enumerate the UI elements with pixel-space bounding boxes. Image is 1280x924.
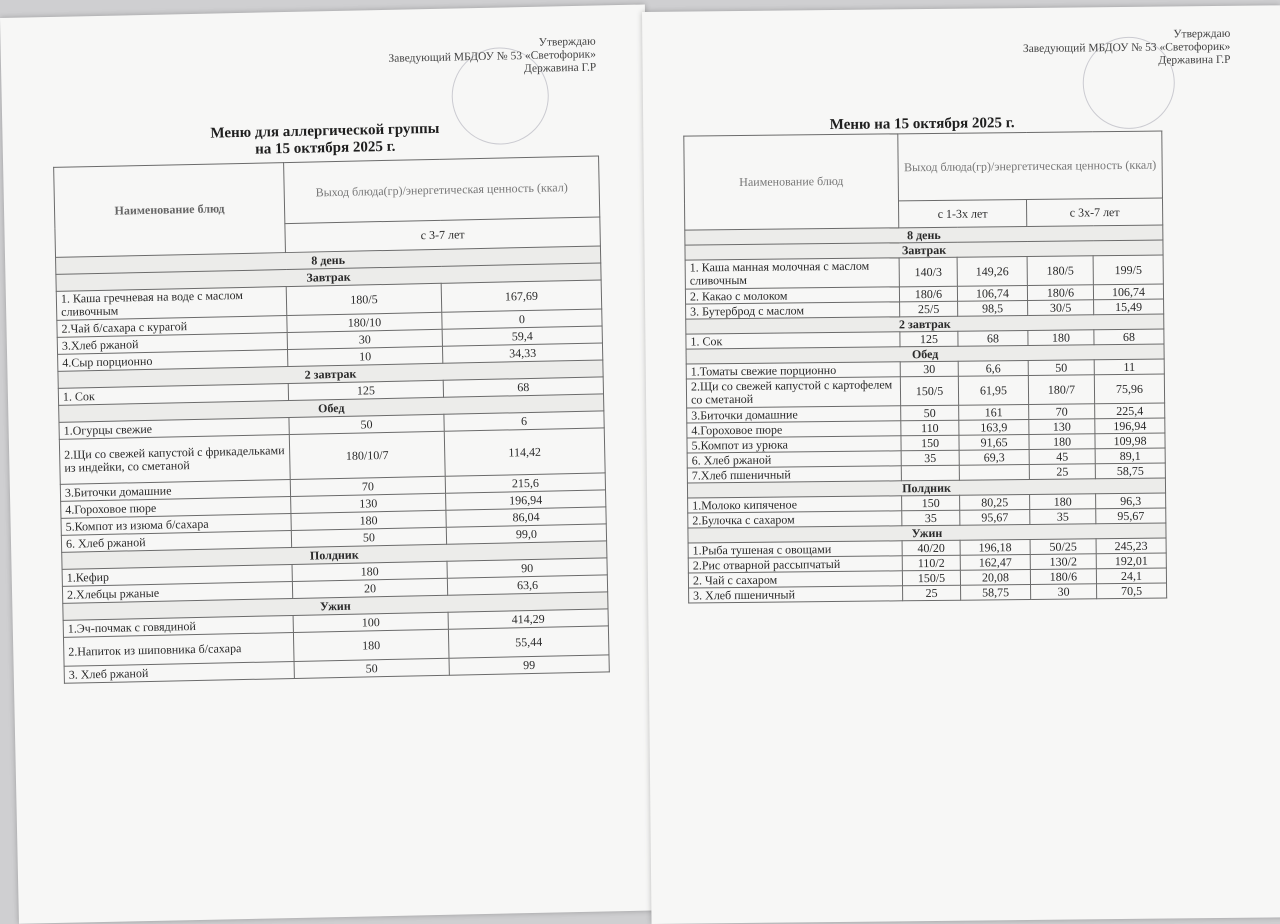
approval-line-1: Утверждаю [1173, 27, 1231, 41]
dish-kcal-1-3: 61,95 [958, 375, 1028, 405]
column-header-output: Выход блюда(гр)/энергетическая ценность (ккал) [284, 156, 600, 224]
dish-kcal-1-3: 98,5 [958, 300, 1028, 316]
dish-output-3-7: 30/5 [1028, 300, 1094, 316]
dish-kcal: 114,42 [444, 428, 605, 476]
dish-kcal-3-7: 58,75 [1095, 463, 1165, 479]
dish-output-1-3: 125 [900, 331, 958, 347]
dish-output-1-3: 180/6 [899, 286, 957, 302]
dish-output-1-3: 150 [902, 495, 960, 511]
dish-kcal-1-3 [959, 464, 1029, 480]
approval-line-1: Утверждаю [538, 35, 596, 49]
dish-output-3-7: 130/2 [1030, 554, 1096, 570]
dish-name: 5.Компот из изюма б/сахара [61, 514, 291, 536]
age-group-1-label: с 1-3х лет [898, 199, 1026, 227]
approval-line-2: Заведующий МБДОУ № 53 «Светофорик» [388, 48, 597, 65]
approval-block [1023, 28, 1231, 69]
dish-kcal-3-7: 15,49 [1094, 299, 1164, 315]
dish-name: 1.Молоко кипяченое [688, 496, 902, 513]
dish-output-3-7: 180/6 [1027, 285, 1093, 301]
dish-output-1-3: 110 [901, 420, 959, 436]
dish-output-1-3: 50 [901, 405, 959, 421]
dish-kcal-3-7: 24,1 [1096, 568, 1166, 584]
dish-kcal-1-3: 196,18 [960, 539, 1030, 555]
dish-output: 50 [289, 414, 444, 434]
meal-section-title: 2 завтрак [686, 314, 1164, 334]
dish-kcal-3-7: 70,5 [1097, 583, 1167, 599]
dish-name: 2.Напиток из шиповника б/сахара [63, 632, 294, 666]
dish-output: 100 [293, 612, 448, 632]
dish-output-1-3: 35 [901, 450, 959, 466]
dish-name: 2.Щи со свежей капустой с картофелем со сметаной [686, 377, 900, 408]
dish-name: 6. Хлеб ржаной [61, 531, 291, 553]
dish-kcal-3-7: 89,1 [1095, 448, 1165, 464]
approval-line-3: Державина Г.Р [1158, 53, 1231, 67]
dish-kcal-1-3: 149,26 [957, 256, 1027, 286]
dish-output-3-7: 180 [1028, 330, 1094, 346]
page-title [52, 118, 598, 163]
dish-name: 3.Хлеб ржаной [57, 333, 287, 355]
meal-section-title: Ужин [63, 592, 608, 620]
dish-name: 3. Бутерброд с маслом [686, 302, 900, 319]
dish-name: 1. Каша гречневая на воде с маслом сливочным [56, 287, 287, 321]
dish-kcal-1-3: 162,47 [960, 554, 1030, 570]
day-label: 8 день [685, 225, 1163, 245]
dish-name: 3.Биточки домашние [60, 480, 290, 502]
dish-output-1-3: 25/5 [900, 301, 958, 317]
dish-kcal-3-7: 225,4 [1095, 403, 1165, 419]
dish-output-3-7: 180/5 [1027, 256, 1093, 286]
dish-kcal-1-3: 95,67 [960, 509, 1030, 525]
header-row [54, 156, 600, 228]
dish-output-1-3: 40/20 [902, 540, 960, 556]
dish-output: 50 [291, 527, 446, 547]
column-header-dish: Наименование блюд [684, 134, 899, 230]
dish-output-1-3: 30 [900, 361, 958, 377]
column-header-output: Выход блюда(гр)/энергетическая ценность (ккал) [898, 131, 1163, 201]
dish-name: 1.Огурцы свежие [59, 418, 289, 440]
dish-kcal: 6 [444, 411, 604, 431]
dish-name: 1.Томаты свежие порционно [686, 362, 900, 379]
dish-name: 2. Чай с сахаром [688, 571, 902, 588]
dish-kcal: 99,0 [446, 524, 606, 544]
dish-output: 10 [288, 346, 443, 366]
dish-output: 180 [291, 510, 446, 530]
dish-kcal: 196,94 [446, 490, 606, 510]
dish-name: 5.Компот из урюка [687, 436, 901, 453]
approval-block [388, 36, 596, 79]
dish-name: 2. Какао с молоком [685, 287, 899, 304]
dish-name: 1. Каша манная молочная с маслом сливочным [685, 258, 899, 289]
dish-kcal-3-7: 192,01 [1096, 553, 1166, 569]
dish-name: 7.Хлеб пшеничный [687, 466, 901, 483]
dish-output-3-7: 180/7 [1028, 375, 1094, 405]
dish-output-3-7: 45 [1029, 449, 1095, 465]
dish-kcal-3-7: 11 [1094, 359, 1164, 375]
meal-section-title: Полдник [687, 478, 1165, 498]
dish-name: 1.Рыба тушеная с овощами [688, 541, 902, 558]
menu-sheet-allergy [0, 4, 664, 923]
dish-kcal-3-7: 75,96 [1094, 374, 1164, 404]
dish-output: 180 [293, 629, 449, 661]
dish-name: 3. Хлеб пшеничный [689, 586, 903, 603]
dish-kcal: 99 [449, 655, 609, 675]
header-row [684, 131, 1163, 203]
dish-kcal-3-7: 68 [1094, 329, 1164, 345]
dish-name: 4.Сыр порционно [58, 350, 288, 372]
dish-output-3-7: 30 [1031, 584, 1097, 600]
day-label: 8 день [56, 246, 601, 274]
dish-output: 180/10 [287, 312, 442, 332]
dish-kcal: 63,6 [447, 575, 607, 595]
dish-output-3-7: 70 [1029, 404, 1095, 420]
dish-output-3-7: 180 [1030, 494, 1096, 510]
dish-output-3-7: 25 [1029, 464, 1095, 480]
dish-kcal: 0 [442, 309, 602, 329]
title-line-2: на 15 октября 2025 г. [254, 138, 396, 158]
dish-output-1-3: 35 [902, 510, 960, 526]
menu-table [53, 155, 610, 683]
menu-sheet-general [642, 5, 1280, 924]
dish-kcal-3-7: 196,94 [1095, 418, 1165, 434]
dish-name: 4.Гороховое пюре [61, 497, 291, 519]
dish-output: 130 [291, 493, 446, 513]
dish-output-3-7: 50 [1028, 360, 1094, 376]
meal-section-title: Завтрак [685, 240, 1163, 260]
dish-kcal-3-7: 96,3 [1096, 493, 1166, 509]
meal-section-title: Завтрак [56, 263, 601, 291]
dish-output: 30 [287, 329, 442, 349]
dish-name: 1.Эч-почмак с говядиной [63, 615, 293, 637]
dish-kcal-3-7: 106,74 [1093, 284, 1163, 300]
dish-kcal-3-7: 245,23 [1096, 538, 1166, 554]
dish-output: 125 [288, 380, 443, 400]
dish-kcal: 86,04 [446, 507, 606, 527]
dish-output-3-7: 35 [1030, 509, 1096, 525]
dish-kcal: 59,4 [442, 326, 602, 346]
dish-kcal-1-3: 58,75 [961, 584, 1031, 600]
dish-output-1-3: 25 [903, 585, 961, 601]
dish-output-1-3 [901, 465, 959, 481]
dish-output-1-3: 140/3 [899, 257, 957, 287]
dish-output: 180 [292, 561, 447, 581]
dish-output-3-7: 180/6 [1030, 569, 1096, 585]
dish-output: 20 [292, 578, 447, 598]
dish-name: 4.Гороховое пюре [687, 421, 901, 438]
dish-output: 70 [290, 476, 445, 496]
dish-kcal-3-7: 109,98 [1095, 433, 1165, 449]
dish-kcal-1-3: 161 [959, 404, 1029, 420]
meal-section-title: Полдник [62, 541, 607, 569]
meal-section-title: Ужин [688, 523, 1166, 543]
dish-name: 3.Биточки домашние [687, 406, 901, 423]
meal-section-title: 2 завтрак [58, 360, 603, 388]
menu-table [683, 131, 1167, 604]
approval-line-3: Державина Г.Р [523, 61, 597, 76]
dish-output-1-3: 110/2 [902, 555, 960, 571]
dish-kcal-3-7: 199/5 [1093, 255, 1163, 285]
dish-kcal-1-3: 80,25 [960, 494, 1030, 510]
dish-output-3-7: 50/25 [1030, 539, 1096, 555]
dish-kcal: 414,29 [448, 609, 608, 629]
title-line-1: Меню для аллергической группы [210, 120, 440, 142]
meal-section-title: Обед [686, 344, 1164, 364]
dish-kcal-1-3: 20,08 [960, 569, 1030, 585]
dish-kcal-1-3: 6,6 [958, 360, 1028, 376]
age-group-label: с 3-7 лет [285, 217, 601, 253]
dish-output-3-7: 180 [1029, 434, 1095, 450]
dish-name: 2.Булочка с сахаром [688, 511, 902, 528]
dish-kcal-1-3: 68 [958, 330, 1028, 346]
dish-name: 6. Хлеб ржаной [687, 451, 901, 468]
dish-output-3-7: 130 [1029, 419, 1095, 435]
dish-name: 2.Рис отварной рассыпчатый [688, 556, 902, 573]
dish-output: 180/10/7 [289, 431, 445, 479]
dish-output-1-3: 150/5 [902, 570, 960, 586]
dish-name: 3. Хлеб ржаной [64, 661, 294, 683]
dish-kcal: 34,33 [442, 343, 602, 363]
dish-name: 2.Щи со свежей капустой с фрикадельками из индейки, со сметаной [59, 435, 290, 485]
dish-name: 2.Чай б/сахара с курагой [57, 316, 287, 338]
column-header-dish: Наименование блюд [54, 163, 286, 258]
dish-output: 50 [294, 658, 449, 678]
dish-kcal-1-3: 163,9 [959, 419, 1029, 435]
age-group-2-label: с 3х-7 лет [1026, 198, 1162, 226]
dish-kcal: 167,69 [441, 280, 602, 312]
dish-name: 2.Хлебцы ржаные [62, 582, 292, 604]
page-title: Меню на 15 октября 2025 г. [829, 115, 1015, 134]
dish-kcal-1-3: 91,65 [959, 434, 1029, 450]
dish-kcal-1-3: 69,3 [959, 449, 1029, 465]
dish-kcal-1-3: 106,74 [957, 285, 1027, 301]
dish-kcal: 215,6 [445, 473, 605, 493]
dish-output-1-3: 150/5 [900, 376, 958, 406]
meal-section-title: Обед [59, 394, 604, 422]
dish-kcal: 90 [447, 558, 607, 578]
dish-name: 1. Сок [686, 332, 900, 349]
dish-name: 1.Кефир [62, 565, 292, 587]
dish-output-1-3: 150 [901, 435, 959, 451]
approval-line-2: Заведующий МБДОУ № 53 «Светофорик» [1022, 40, 1231, 56]
dish-kcal: 68 [443, 377, 603, 397]
dish-kcal-3-7: 95,67 [1096, 508, 1166, 524]
dish-name: 1. Сок [58, 384, 288, 406]
dish-kcal: 55,44 [448, 626, 609, 658]
dish-output: 180/5 [286, 283, 442, 315]
